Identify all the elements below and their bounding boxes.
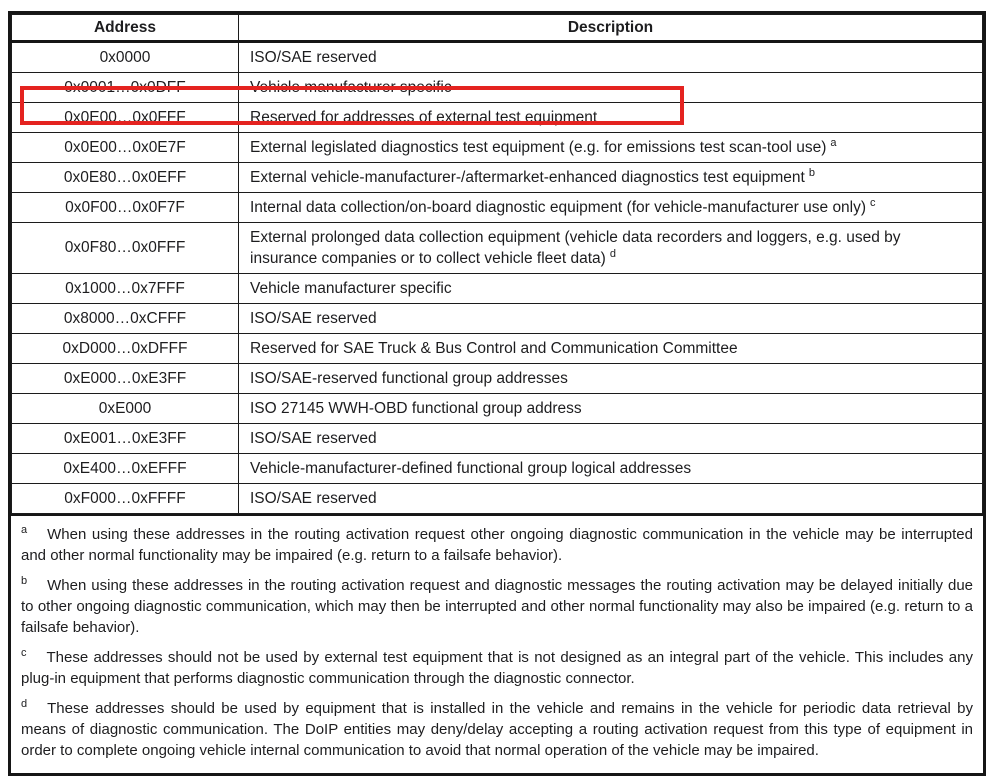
address-cell: 0x1000…0x7FFF [12, 274, 239, 304]
footnotes-section [11, 514, 983, 772]
table-row [12, 73, 983, 103]
address-cell: 0xE000 [12, 394, 239, 424]
description-cell [239, 73, 983, 103]
description-text: Vehicle manufacturer specific [250, 280, 452, 297]
description-cell [239, 424, 983, 454]
table-row-highlighted [12, 103, 983, 133]
footnote [21, 698, 973, 761]
footnote-reference: c [870, 196, 876, 209]
address-cell: 0x0F00…0x0F7F [12, 193, 239, 223]
table-row [12, 424, 983, 454]
description-cell [239, 304, 983, 334]
table-row [12, 364, 983, 394]
address-cell: 0x0001…0x0DFF [12, 73, 239, 103]
description-text: Vehicle manufacturer specific [250, 79, 452, 96]
table-row [12, 454, 983, 484]
footnote [21, 575, 973, 638]
footnote-text: These addresses should not be used by external test equipment that is not designed as an integral part of the vehicle. This includes any plug-in equipment that performs diagnostic communication through the diagnostic connector. [21, 649, 973, 687]
address-cell: 0x0E00…0x0E7F [12, 133, 239, 163]
table-row [12, 334, 983, 364]
address-cell: 0x0000 [12, 42, 239, 73]
footnote-marker: b [21, 575, 28, 587]
address-cell: 0xE400…0xEFFF [12, 454, 239, 484]
address-cell: 0xD000…0xDFFF [12, 334, 239, 364]
footnote-reference: d [609, 247, 616, 260]
footnote-text: When using these addresses in the routing activation request and diagnostic messages the routing activation may be delayed initially due to other ongoing diagnostic communication, which may then be interrupted and other normal functionality may also be impaired (e.g. return to a failsafe behavior). [21, 577, 973, 636]
footnote [21, 647, 973, 689]
table-row [12, 133, 983, 163]
description-cell [239, 334, 983, 364]
header-row [12, 15, 983, 42]
description-text: ISO 27145 WWH-OBD functional group address [250, 400, 582, 417]
description-text: ISO/SAE-reserved functional group addresses [250, 370, 568, 387]
logical-address-table [11, 14, 983, 514]
description-text: ISO/SAE reserved [250, 310, 377, 327]
table-row [12, 42, 983, 73]
address-cell: 0x0E00…0x0FFF [12, 103, 239, 133]
table-row [12, 484, 983, 514]
table-row [12, 163, 983, 193]
table-row [12, 193, 983, 223]
footnote [21, 524, 973, 566]
address-cell: 0xE000…0xE3FF [12, 364, 239, 394]
address-cell: 0xF000…0xFFFF [12, 484, 239, 514]
description-text: ISO/SAE reserved [250, 490, 377, 507]
column-header-address: Address [12, 15, 239, 42]
footnote-reference: a [830, 136, 837, 149]
address-cell: 0x0F80…0x0FFF [12, 223, 239, 274]
description-cell [239, 274, 983, 304]
description-text: ISO/SAE reserved [250, 49, 377, 66]
footnote-marker: c [21, 647, 27, 659]
description-text: Vehicle-manufacturer-defined functional group logical addresses [250, 460, 692, 477]
address-cell: 0xE001…0xE3FF [12, 424, 239, 454]
description-cell [239, 484, 983, 514]
table-row [12, 223, 983, 274]
description-cell [239, 193, 983, 223]
description-text: External vehicle-manufacturer-/aftermarket-enhanced diagnostics test equipment [250, 169, 805, 186]
description-text: External prolonged data collection equipment (vehicle data recorders and loggers, e.g. used by insurance companies or to collect vehicle fleet data) [250, 229, 901, 267]
description-text: External legislated diagnostics test equipment (e.g. for emissions test scan-tool use) [250, 139, 827, 156]
description-cell [239, 163, 983, 193]
description-text: Reserved for addresses of external test equipment [250, 109, 598, 126]
table-row [12, 304, 983, 334]
table-row [12, 274, 983, 304]
description-text: Reserved for SAE Truck & Bus Control and Communication Committee [250, 340, 738, 357]
address-cell: 0x0E80…0x0EFF [12, 163, 239, 193]
column-header-description: Description [239, 15, 983, 42]
footnote-reference: b [808, 166, 815, 179]
footnote-marker: d [21, 698, 28, 710]
description-cell [239, 364, 983, 394]
description-cell [239, 133, 983, 163]
description-cell [239, 394, 983, 424]
description-cell [239, 223, 983, 274]
footnote-text: These addresses should be used by equipment that is installed in the vehicle and remains in the vehicle for periodic data retrieval by means of diagnostic communication. The DoIP entities may deny/delay accepting a routing activation request from this type of equipment in order to complete ongoing vehicle internal communication to avoid that normal operation of the vehicle may be impaired. [21, 700, 973, 759]
description-text: ISO/SAE reserved [250, 430, 377, 447]
footnote-marker: a [21, 524, 28, 536]
footnote-text: When using these addresses in the routing activation request other ongoing diagnostic communication in the vehicle may be interrupted and other normal functionality may be impaired (e.g. return to a failsafe behavior). [21, 526, 973, 564]
address-cell: 0x8000…0xCFFF [12, 304, 239, 334]
description-cell [239, 103, 983, 133]
table-row [12, 394, 983, 424]
logical-address-table-frame [8, 11, 986, 776]
description-cell [239, 42, 983, 73]
description-text: Internal data collection/on-board diagnostic equipment (for vehicle-manufacturer use only) [250, 199, 867, 216]
description-cell [239, 454, 983, 484]
